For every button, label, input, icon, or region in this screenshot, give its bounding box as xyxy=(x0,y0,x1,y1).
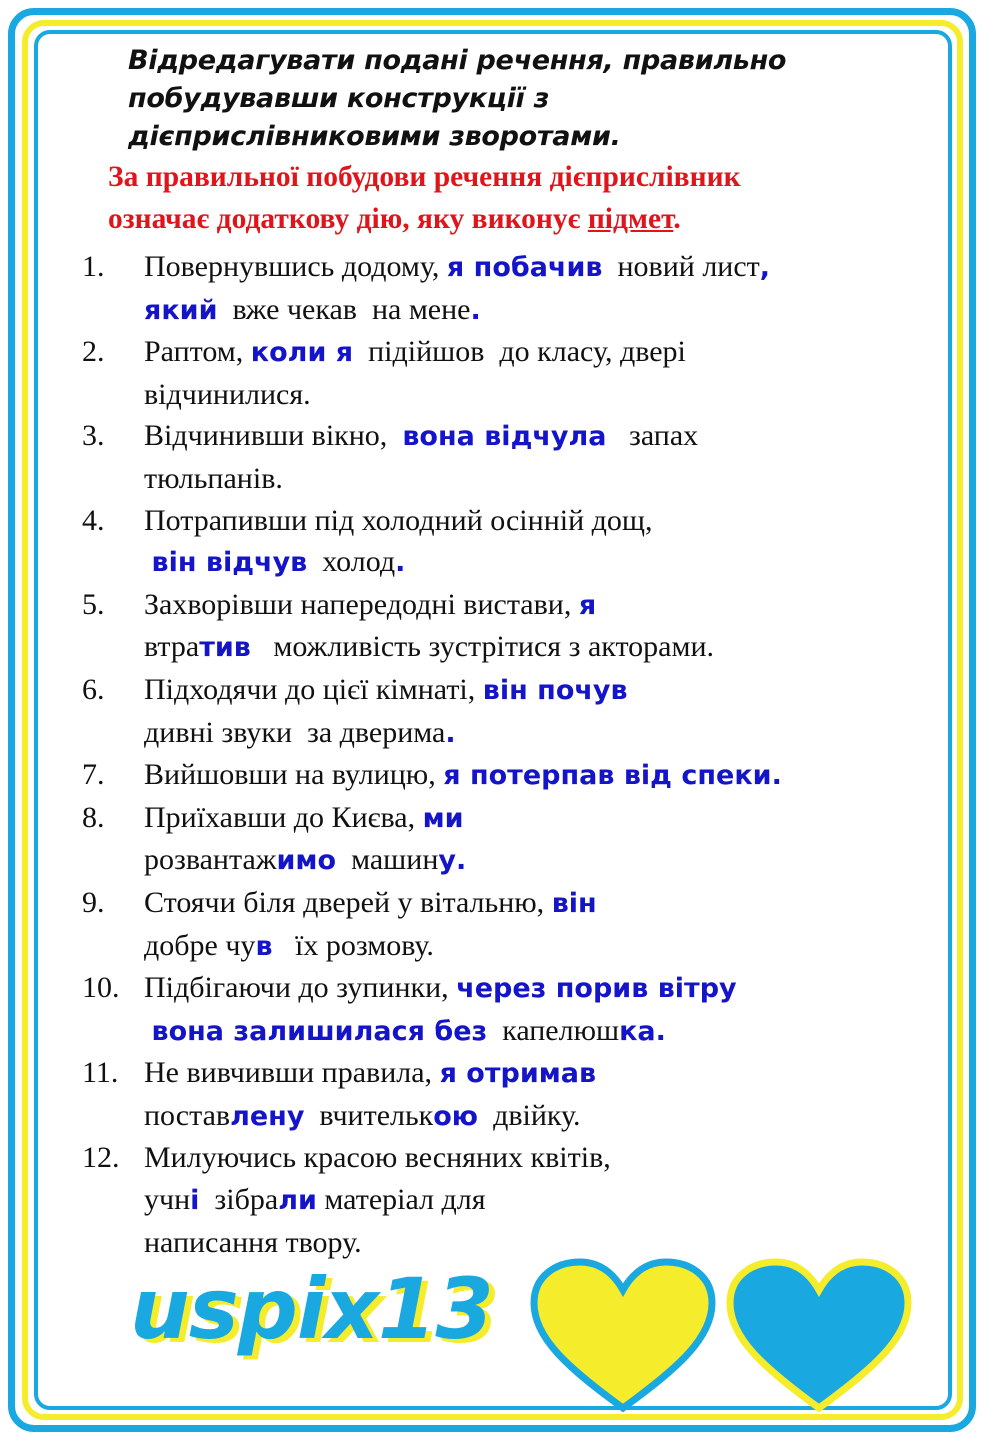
sentence-line xyxy=(144,584,912,627)
sentence-line xyxy=(144,415,912,458)
edited-word: тив xyxy=(199,632,251,664)
sentence-text: Милуючись красою весняних квітів, xyxy=(144,1141,611,1175)
sentence-line xyxy=(144,246,912,289)
sentence-text: написання твору. xyxy=(144,1225,362,1259)
sentence-text: втра xyxy=(144,630,200,664)
edited-word: , xyxy=(759,252,771,283)
sentence-text: можливість зустрітися з акторами. xyxy=(250,630,715,664)
edited-word: вона залишилася без xyxy=(151,1015,488,1047)
rule-line: означає додаткову дію, яку виконує підмет. xyxy=(108,203,681,235)
sentence-text: Потрапивши під холодний осінній дощ, xyxy=(144,503,653,537)
edited-word: у. xyxy=(438,845,467,877)
sentence-line xyxy=(144,712,912,755)
title-line: дієприслівниковими зворотами. xyxy=(128,121,621,152)
sentence-text: розвантаж xyxy=(144,843,277,877)
sentence-text: Вийшовши на вулицю, xyxy=(144,758,444,792)
sentence-line xyxy=(144,925,912,968)
edited-word: ка. xyxy=(619,1015,666,1047)
sentence-text: Стоячи біля дверей у вітальню, xyxy=(144,885,552,919)
sentence-line xyxy=(144,1095,912,1138)
sentence-line xyxy=(144,331,912,374)
edited-word: він відчув xyxy=(151,547,308,579)
edited-word: я побачив xyxy=(446,252,603,283)
sentence-text: Підходячи до цієї кімнаті, xyxy=(144,672,483,706)
sentence-item xyxy=(82,797,912,882)
edited-word: коли я xyxy=(250,337,354,369)
sentence-text: машин xyxy=(336,843,439,877)
sentence-text: Відчинивши вікно, xyxy=(144,419,403,453)
sentence-line xyxy=(144,797,912,840)
sentence-text xyxy=(144,545,152,578)
edited-word: . xyxy=(445,717,456,749)
sentence-line xyxy=(144,289,912,332)
title-line: Відредагувати подані речення, правильно xyxy=(128,45,787,76)
item-number: 8. xyxy=(82,800,105,834)
item-number: 7. xyxy=(82,758,105,792)
edited-word: я отримав xyxy=(439,1058,597,1090)
sentence-text: холод xyxy=(307,545,396,579)
sentence-item xyxy=(82,967,912,1052)
edited-word: ою xyxy=(433,1100,479,1132)
item-number: 5. xyxy=(82,587,105,621)
sentence-line xyxy=(144,1052,912,1095)
edited-word: вона відчула xyxy=(402,421,607,453)
item-number: 2. xyxy=(82,335,105,369)
sentence-item xyxy=(82,1137,912,1263)
sentence-line xyxy=(144,1222,912,1264)
blue-heart-icon xyxy=(724,1258,914,1418)
sentence-line xyxy=(144,882,912,925)
sentence-item xyxy=(82,584,912,669)
edited-word: . xyxy=(395,547,406,579)
sentence-text xyxy=(144,1014,152,1047)
sentence-item xyxy=(82,331,912,415)
edited-word: він почув xyxy=(482,674,628,706)
sentence-line xyxy=(144,839,912,882)
sentence-line xyxy=(144,458,912,500)
sentence-line xyxy=(144,754,912,797)
item-number: 6. xyxy=(82,672,105,706)
sentence-line xyxy=(144,626,912,669)
sentence-line xyxy=(144,1179,912,1222)
sentence-line xyxy=(144,1137,912,1179)
edited-word: в xyxy=(255,930,273,962)
item-number: 11. xyxy=(82,1056,119,1090)
sentence-item xyxy=(82,246,912,331)
sentence-text: дивні звуки за дверима xyxy=(144,715,446,749)
sentence-text: новий лист xyxy=(602,250,760,283)
sentence-item xyxy=(82,882,912,967)
sentence-item xyxy=(82,754,912,797)
rule-line: За правильної побудови речення дієприслівник xyxy=(108,161,741,193)
edited-word: він xyxy=(551,887,597,919)
edited-word: який xyxy=(144,294,218,326)
sentence-text: підійшов до класу, двері xyxy=(353,335,686,369)
title-line: побудувавши конструкції з xyxy=(128,83,549,114)
sentence-text: матеріал для xyxy=(316,1183,486,1217)
sentence-text: учн xyxy=(144,1183,191,1217)
rule-underlined-word: підмет xyxy=(587,203,674,235)
edited-word: имо xyxy=(276,845,337,877)
sentence-line xyxy=(144,669,912,712)
sentence-text: тюльпанів. xyxy=(144,461,283,495)
sentence-text: Раптом, xyxy=(144,335,251,369)
item-number: 1. xyxy=(82,250,105,283)
sentence-text: постав xyxy=(144,1098,231,1132)
item-number: 9. xyxy=(82,885,105,919)
edited-word: я xyxy=(578,589,597,621)
logo-text: uspix13 xyxy=(130,1260,493,1358)
sentence-item xyxy=(82,1052,912,1137)
edited-word: через порив вітру xyxy=(456,973,737,1005)
task-title xyxy=(128,42,888,156)
edited-word: ми xyxy=(422,802,464,834)
sentence-text: Не вивчивши правила, xyxy=(144,1056,440,1090)
sentence-text: Підбігаючи до зупинки, xyxy=(144,971,457,1005)
sentence-text: капелюш xyxy=(487,1013,620,1047)
edited-word: я потерпав від спеки. xyxy=(443,760,782,792)
item-number: 4. xyxy=(82,503,105,537)
sentence-item xyxy=(82,500,912,584)
sentence-text: запах xyxy=(606,419,699,453)
item-number: 3. xyxy=(82,419,105,453)
sentence-text: добре чу xyxy=(144,928,256,962)
sentence-line xyxy=(144,967,912,1010)
edited-word: і xyxy=(190,1185,200,1217)
edited-word: . xyxy=(470,294,481,326)
yellow-heart-icon xyxy=(528,1258,718,1418)
sentence-text: Приїхавши до Києва, xyxy=(144,800,423,834)
edited-word: лену xyxy=(230,1100,305,1132)
item-number: 10. xyxy=(82,971,120,1005)
sentence-item xyxy=(82,415,912,499)
item-number: 12. xyxy=(82,1141,120,1175)
sentence-line xyxy=(144,500,912,542)
sentence-item xyxy=(82,669,912,754)
sentence-text: Захворівши напередодні вистави, xyxy=(144,587,579,621)
sentence-text: їх розмову. xyxy=(272,928,434,962)
edited-word: ли xyxy=(278,1185,317,1217)
sentence-text: відчинилися. xyxy=(144,377,311,411)
sentence-text: Повернувшись додому, xyxy=(144,250,447,283)
sentence-text: двійку. xyxy=(478,1098,581,1132)
grammar-rule xyxy=(108,156,908,240)
sentence-text: зібра xyxy=(199,1183,279,1217)
sentence-line xyxy=(144,374,912,416)
sentence-list xyxy=(82,246,912,1263)
sentence-line xyxy=(144,1010,912,1053)
sentence-text: вчительк xyxy=(304,1098,434,1132)
sentence-text: вже чекав на мене xyxy=(217,292,471,326)
sentence-line xyxy=(144,541,912,584)
